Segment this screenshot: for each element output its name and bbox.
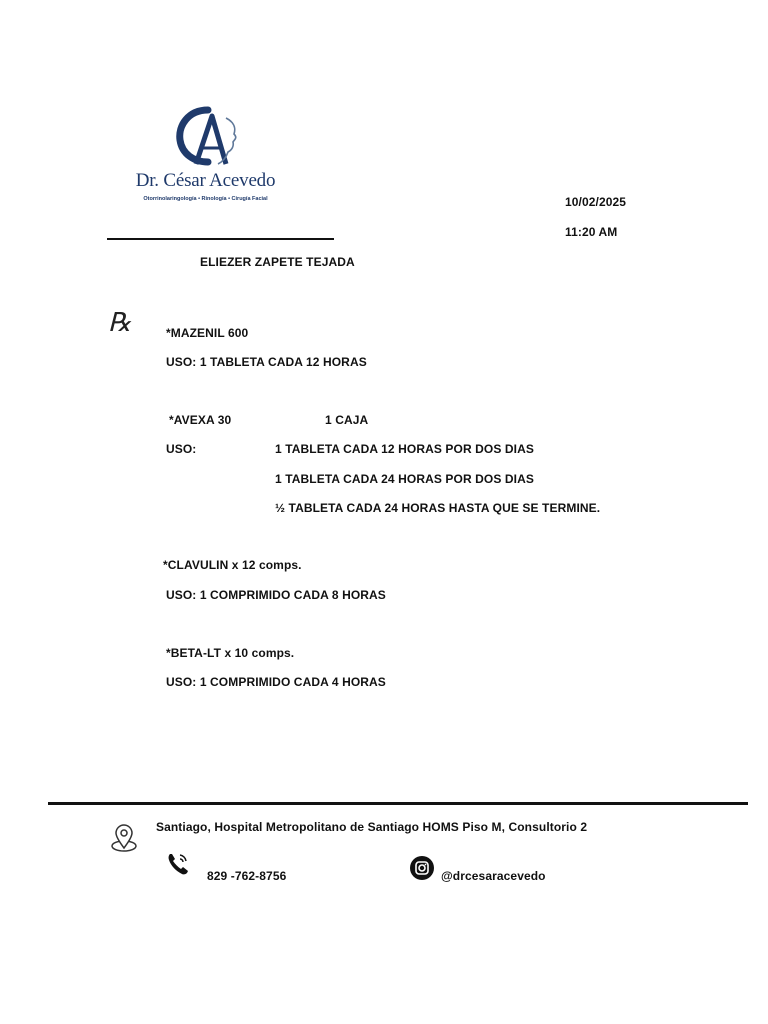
- footer-instagram: @drcesaracevedo: [441, 869, 546, 883]
- patient-name: ELIEZER ZAPETE TEJADA: [200, 255, 355, 269]
- drug-usage-line: 1 TABLETA CADA 12 HORAS POR DOS DIAS: [275, 442, 534, 456]
- footer-divider: [48, 802, 748, 805]
- drug-quantity-2: 1 CAJA: [325, 413, 369, 427]
- doctor-logo: [118, 104, 293, 214]
- footer-phone: 829 -762-8756: [207, 869, 287, 883]
- drug-name-2: *AVEXA 30: [169, 413, 232, 427]
- prescription-time: 11:20 AM: [565, 225, 618, 239]
- logo-monogram-graphic: [168, 104, 248, 170]
- drug-name-3: *CLAVULIN x 12 comps.: [163, 558, 302, 572]
- footer-address: Santiago, Hospital Metropolitano de Santiago HOMS Piso M, Consultorio 2: [156, 820, 588, 834]
- phone-icon: [166, 851, 190, 877]
- logo-doctor-name: Dr. César Acevedo: [135, 170, 276, 191]
- rx-symbol: ℞: [108, 308, 132, 337]
- patient-underline: [107, 238, 334, 240]
- logo-specialties: Otorrinolaringología • Rinología • Cirugía Facial: [143, 196, 268, 202]
- drug-usage-label-2: USO:: [166, 442, 197, 456]
- prescription-date: 10/02/2025: [565, 195, 627, 209]
- drug-name-4: *BETA-LT x 10 comps.: [166, 646, 295, 660]
- drug-usage-1: USO: 1 TABLETA CADA 12 HORAS: [166, 355, 367, 369]
- drug-name-1: *MAZENIL 600: [166, 326, 249, 340]
- location-pin-icon: [110, 823, 138, 853]
- instagram-icon: [409, 855, 435, 881]
- drug-usage-line: 1 TABLETA CADA 24 HORAS POR DOS DIAS: [275, 472, 534, 486]
- drug-usage-4: USO: 1 COMPRIMIDO CADA 4 HORAS: [166, 675, 386, 689]
- drug-usage-line: ½ TABLETA CADA 24 HORAS HASTA QUE SE TERMINE.: [275, 501, 601, 515]
- drug-usage-3: USO: 1 COMPRIMIDO CADA 8 HORAS: [166, 588, 386, 602]
